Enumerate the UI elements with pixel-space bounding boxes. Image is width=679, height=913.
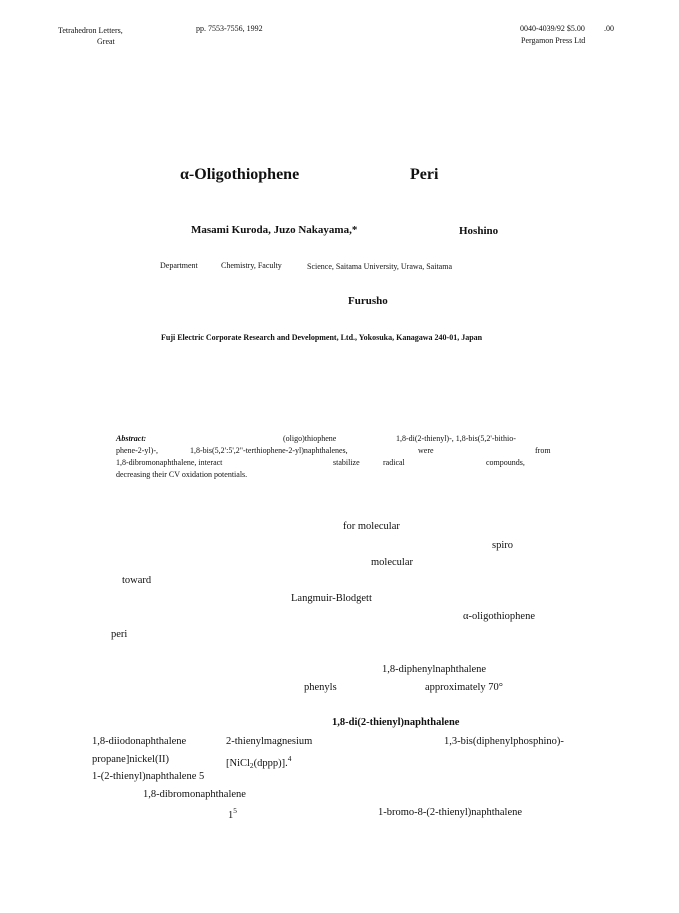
abstract-text: 1,8-dibromonaphthalene, interact — [116, 458, 223, 467]
abstract-text: decreasing their CV oxidation potentials. — [116, 470, 248, 479]
body-fragment: Langmuir-Blodgett — [291, 593, 372, 604]
abstract-text: stabilize — [333, 458, 360, 467]
compound-heading: 1,8-di(2-thienyl)naphthalene — [332, 717, 460, 728]
abstract-text: (oligo)thiophene — [283, 434, 337, 443]
body-fragment: molecular — [371, 557, 413, 568]
body-fragment: 1-bromo-8-(2-thienyl)naphthalene — [378, 807, 523, 818]
affiliation-department: Department — [160, 261, 198, 270]
abstract-text: radical — [383, 458, 405, 467]
body-fragment: 1,8-diphenylnaphthalene — [382, 664, 487, 675]
body-fragment: propane]nickel(II) — [92, 754, 169, 765]
abstract-text: 1,8-di(2-thienyl)-, 1,8-bis(5,2'-bithio- — [396, 434, 516, 443]
abstract-text: phene-2-yl)-, — [116, 446, 158, 455]
body-fragment: peri — [111, 629, 128, 640]
abstract-text: 1,8-bis(5,2':5',2"-terthiophene-2-yl)naphthalenes, — [190, 446, 348, 455]
issn: 0040-4039/92 $5.00 — [520, 24, 585, 33]
price-extra: .00 — [604, 24, 614, 33]
author-furusho: Furusho — [348, 295, 388, 307]
body-fragment: α-oligothiophene — [463, 611, 535, 622]
title-part-1: α-Oligothiophene — [180, 166, 300, 183]
publisher: Pergamon Press Ltd — [521, 36, 586, 45]
affiliation-university: Science, Saitama University, Urawa, Saitama — [307, 262, 452, 271]
journal-name: Tetrahedron Letters, — [58, 26, 123, 35]
abstract-text: from — [535, 446, 551, 455]
author-hoshino: Hoshino — [459, 225, 499, 237]
author-list: Masami Kuroda, Juzo Nakayama,* — [191, 224, 358, 236]
compound-number: $1^5$ — [228, 806, 237, 821]
body-fragment: toward — [122, 575, 152, 586]
journal-country: Great — [97, 37, 115, 46]
page-range: pp. 7553-7556, 1992 — [196, 24, 263, 33]
body-fragment: approximately 70° — [425, 682, 503, 693]
affiliation-faculty: Chemistry, Faculty — [221, 261, 282, 270]
body-fragment: spiro — [492, 540, 513, 551]
abstract-text: compounds, — [486, 458, 525, 467]
title-part-2: Peri — [410, 166, 439, 183]
body-fragment: 2-thienylmagnesium — [226, 736, 313, 747]
body-fragment: 1,8-diiodonaphthalene — [92, 736, 187, 747]
body-fragment: 1,8-dibromonaphthalene — [143, 789, 246, 800]
body-fragment: for molecular — [343, 521, 400, 532]
affiliation-fuji: Fuji Electric Corporate Research and Development, Ltd., Yokosuka, Kanagawa 240-01, Japan — [161, 333, 483, 342]
abstract-label: Abstract: — [116, 434, 147, 443]
catalyst-formula: [NiCl$_2$(dppp)].$^4$ — [226, 754, 292, 770]
body-fragment: 1-(2-thienyl)naphthalene 5 — [92, 771, 205, 782]
body-fragment: phenyls — [304, 682, 337, 693]
abstract-text: were — [418, 446, 434, 455]
body-fragment: 1,3-bis(diphenylphosphino)- — [444, 736, 564, 747]
